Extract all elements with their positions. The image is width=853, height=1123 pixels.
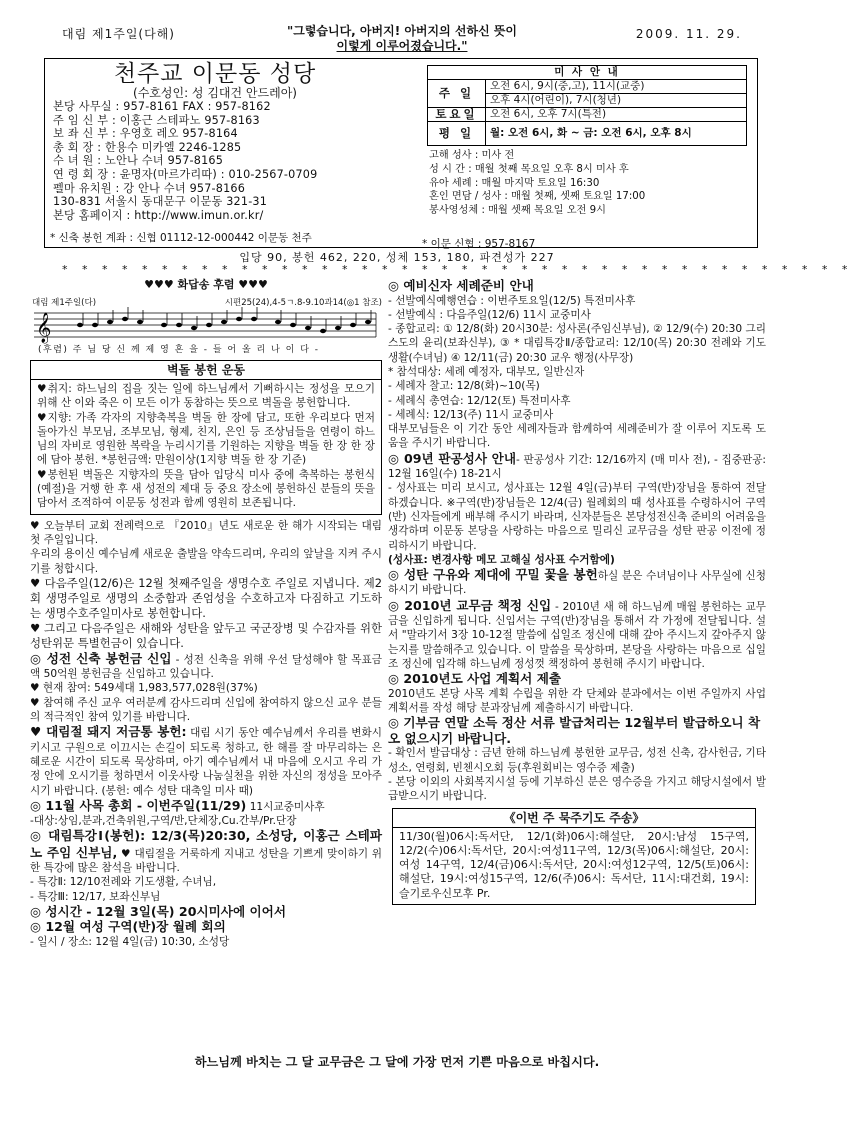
note-head: [236, 317, 242, 321]
notice: - 본당 이외의 사회복지시설 등에 기부하신 분은 영수증을 가지고 해당시설에서 발급받으시기 바랍니다.: [388, 775, 766, 803]
note-head: [122, 317, 128, 321]
notice: - 특강Ⅲ: 12/17, 보좌신부님: [30, 890, 161, 903]
psalm-title: ♥♥♥ 화답송 후렴 ♥♥♥: [144, 278, 268, 291]
note-head: [251, 317, 257, 321]
notice: 우리의 용이신 예수님께 새로운 출발을 약속드리며, 우리의 앞날을 지켜 주시기를 청합시다.: [30, 548, 382, 575]
note-head: [161, 323, 167, 327]
music-staff: [30, 309, 380, 343]
notice: ♥ 오늘부터 교회 전례력으로 『2010』년도 새로운 한 해가 시작되는 대림 첫 주일입니다.: [30, 519, 382, 546]
notice: - 특강Ⅱ: 12/10전례와 기도생활, 수녀님,: [30, 876, 217, 889]
brick-para: ♥봉헌된 벽돌은 지향자의 뜻을 담아 입당식 미사 중에 축복하는 봉헌식(예절)을 거행 한 후 새 성전의 제대 등 중요 장소에 봉헌하신 분들의 뜻을 담아서 조적하여 이문동 성전과 함께 영원히 보존됩니다.: [37, 468, 375, 510]
note-head: [92, 323, 98, 327]
notice: -대상:상임,분과,건축위원,구역/반,단체장,Cu.간부/Pr.단장: [30, 815, 297, 828]
left-column: [30, 278, 382, 949]
note-head: [191, 326, 197, 330]
note-head: [350, 323, 356, 327]
notice: ◎ 대림특강Ⅰ(봉헌): 12/3(목)20:30, 소성당, 이홍근 스테파노 주임 신부님, ♥ 대림절을 거룩하게 지내고 성탄을 기쁘게 맞이하기 위한 특강에 많은 참석을 바랍니다.: [30, 828, 383, 875]
notice: (성사표: 변경사항 메모 고해실 성사표 수거함에): [388, 553, 615, 566]
sacrament-info: 고해 성사 : 미사 전 성 시 간 : 매월 첫째 목요일 오후 8시 미사 후 유아 세례 : 매월 마지막 토요일 16:30 혼인 면담 / 성사 : 매월 첫째, 셋째 토요일 17:00 봉사영성체 : 매월 셋째 목요일 오전 9시: [429, 150, 646, 217]
notice: ◎ 2010년 교무금 책정 신입 - 2010년 새 해 하느님께 매월 봉헌하는 교무금을 신입하게 됩니다. 신입서는 구역(반)장님을 통해서 각 가정에 전달됩니다. 설서 "말라기서 3장 10-12절 말씀에 십일조 정신에 대해 갚아 주시느지 갚아주지 않는지를 말씀해주고 있습니다. 이 말씀을 묵상하며, 본당을 사랑하는 마음으로 십일조 정신에 입각해 하느님께 정성껏 책정하여 봉헌해 주시기 바랍니다.: [388, 597, 766, 670]
right-column: ◎ 예비신자 세례준비 안내 - 선발예식예행연습 : 이번주토요일(12/5) 특전미사후 - 선발예식 : 다음주일(12/6) 11시 교중미사 - 종합교리: ① 12/8(화) 20시30분: 성사론(주임신부님), ② 12/9(수) 20:30 그리스도의 윤리(보좌신부), ③ * 대림특강Ⅱ/종합교리: 12/10(목) 20:30 전례와 기도생활(수녀님) ④ 12/11(금) 20:30 교우 행정(사무장) * 참석대상: 세례 예정자, 대부모, 일반신자 - 세례자 찰고: 12/8(화)~10(목) - 세례식 총연습: 12/12(토) 특전미사후 - 세례식: 12/13(주) 11시 교중미사 대부모님들은 이 기간 동안 세례자들과 함께하여 세례준비가 잘 이루어 지도록 도움을 주시기 바랍니다. ◎ 09년 판공성사 안내- 판공성사 기간: 12/16까지 (매 미사 전), - 집중판공: 12월 16일(수) 18-21시 - 성사표는 미리 보시고, 성사표는 12월 4일(금)부터 구역(반)장님을 통하여 전달하겠습니다. ※구역(반)장님들은 12/4(금) 월례회의 때 성사표를 수령하시어 구역(반) 신자들에게 배부해 주시기 바라며, 신자분들은 본당성전신축 준비의 어려움을 생각하며 이문동 본당을 사랑하는 마음으로 밀리신 교무금을 성탄 판공 이전에 정리하시기 바랍니다. (성사표: 변경사항 메모 고해실 성사표 수거함에) ◎ 성탄 구유와 제대에 꾸밀 꽃을 봉헌하실 분은 수녀님이나 사무실에 신청하시기 바랍니다. ◎ 2010년 교무금 책정 신입 - 2010년 새 해 하느님께 매월 봉헌하는 교무금을 신입하게 됩니다. 신입서는 구역(반)장님을 통해서 각 가정에 전달됩니다. 설서 "말라기서 3장 10-12절 말씀에 십일조 정신에 대해 갚아 주시느지 갚아주지 않는지를 말씀해주고 있습니다. 이 말씀을 묵상하며, 본당을 사랑하는 마음으로 십일조 정신에 입각해 하느님께 정성껏 책정하여 봉헌해 주시기 바랍니다. ◎ 2010년도 사업 계획서 제출 2010년도 본당 사목 계획 수립을 위한 각 단체와 분과에서는 이번 주일까지 사업 계획서를 작성 해당 분과장님께 제출하시기 바랍니다. ◎ 기부금 연말 소득 정산 서류 발급처리는 12월부터 발급하오니 착오 없으시기 바랍니다. - 확인서 발급대상 : 금년 한해 하느님께 봉헌한 교무금, 성전 신축, 감사헌금, 기타 성소, 연령회, 빈첸시오회 등(후원회비는 영수증 제출) - 본당 이외의 사회복지시설 등에 기부하신 분은 영수증을 가지고 해당시설에서 발급받으시기 바랍니다. 《이번 주 묵주기도 주송》 11/30(월)06시:독서단, 12/1(화)06시:해설단, 20시:남성 15구역, 12/2(수)06시:독서단, 20시:여성11구역, 12/3(목)06시:해설단, 20시: 여성 14구역, 12/4(금)06시:독서단, 20시:여성12구역, 12/5(토)06시:해설단, 19시:여성15구역, 12/6(주)06시: 독서단, 11시:대건회, 19시:슬기로우신모후 Pr.: [388, 278, 766, 905]
brick-para: ♥취지: 하느님의 집을 짓는 일에 하느님께서 기뻐하시는 정성을 모으기 위해 산 이와 죽은 이 모든 이가 동참하는 뜻으로 벽돌을 봉헌합니다.: [37, 383, 375, 410]
staff-line: 수 녀 원 : 노안나 수녀 957-8165: [53, 154, 224, 168]
mass-table: [427, 65, 747, 146]
parish-title: 천주교 이문동 성당: [113, 61, 317, 87]
note-head: [221, 320, 227, 324]
staff-line: 펠마 유치원 : 강 안나 수녀 957-8166: [53, 181, 246, 195]
mass-key: 주 일: [428, 80, 486, 108]
note-head: [107, 320, 113, 324]
brick-campaign-box: [30, 360, 382, 515]
staff-line: 130-831 서울시 동대문구 이문동 321-31: [53, 195, 268, 209]
note-head: [206, 323, 212, 327]
note-head: [137, 320, 143, 324]
staff-line: 연 령 회 장 : 윤명자(마르가리따) : 010-2567-0709: [53, 167, 318, 181]
patron-saint: (수호성인: 성 김대건 안드레아): [133, 86, 297, 100]
svg-text:𝄞: 𝄞: [36, 313, 52, 343]
rosary-title: 《이번 주 묵주기도 주송》: [393, 809, 755, 828]
homepage-link[interactable]: 본당 홈페이지 : http://www.imun.or.kr/: [53, 208, 264, 222]
mass-schedule: [427, 65, 747, 218]
note-head: [290, 323, 296, 327]
donation-account: * 신축 봉헌 계좌 : 신협 01112-12-000442 이문동 천주: [50, 232, 312, 244]
notice: ♥ 그리고 다음주일은 새해와 성탄을 앞두고 국군장병 및 수감자를 위한 성탄위문 특별헌금이 있습니다.: [30, 620, 382, 650]
note-head: [305, 326, 311, 330]
parish-contacts: [45, 59, 385, 247]
mass-time: 월: 오전 6시, 화 ~ 금: 오전 6시, 오후 8시: [486, 122, 747, 146]
notice-heading: ◎ 2010년도 사업 계획서 제출: [388, 671, 562, 687]
notice: - 성사표는 미리 보시고, 성사표는 12월 4일(금)부터 구역(반)장님을 통하여 전달하겠습니다. ※구역(반)장님들은 12/4(금) 월례회의 때 성사표를 수령하시어 구역(반) 신자들에게 배부해 주시기 바라며, 신자분들은 본당성전신축 준비의 어려움을 생각하며 이문동 본당을 사랑하는 마음으로 밀리신 교무금을 성탄 판공 이전에 정리하시기 바랍니다.: [388, 482, 766, 552]
notice: - 일시 / 장소: 12월 4일(금) 10:30, 소성당: [30, 935, 230, 948]
staff-line: 총 회 장 : 한용수 미카엘 2246-1285: [53, 140, 242, 154]
note-head: [77, 323, 83, 327]
staff-line: 주 임 신 부 : 이홍근 스테파노 957-8163: [53, 113, 260, 127]
notice: ◎ 성탄 구유와 제대에 꾸밀 꽃을 봉헌하실 분은 수녀님이나 사무실에 신청하시기 바랍니다.: [388, 567, 766, 597]
psalm-ref: 시편25(24),4-5ㄱ.8-9.10과14(◎1 참조): [224, 298, 382, 308]
mass-key: 토요일: [428, 108, 486, 122]
notice: ♥ 대림절 돼지 저금통 봉헌: 대림 시기 동안 예수님께서 우리를 변화시키시고 구원으로 이끄시는 손길이 되도록 청하고, 한 해를 잘 마무리하는 은혜로운 시간이 되도록 묵상하며, 아기 예수님께서 내 마음에 오시고 우리 가정 안에 오시기를 청하면서 이웃사랑 나눔실천을 위한 자신의 정성을 모아주시기 바랍니다. (봉헌: 예수 성탄 대축일 미사 때): [30, 724, 382, 797]
brick-para: ♥지향: 가족 각자의 지향축복을 벽돌 한 장에 담고, 또한 우리보다 먼저 돌아가신 부모님, 조부모님, 형제, 친지, 은인 등 조상님들을 연령이 하느님의 자비로 영원한 복락을 누리시기를 기원하는 지향을 벽돌 한 장 한 장에 담아 봉헌. *봉헌금액: 만원이상(1지향 벽돌 한 장 기준): [37, 411, 375, 467]
psalm-cite: 대림 제1주일(다): [32, 298, 97, 308]
note-head: [275, 320, 281, 324]
notice-heading: ◎ 예비신자 세례준비 안내: [388, 278, 534, 293]
note-head: [365, 320, 371, 324]
issue-date: 2009. 11. 29.: [635, 27, 742, 41]
notice: ♥ 참여해 주신 교우 여러분께 감사드리며 신입에 참여하지 않으신 교우 분들의 적극적인 참여 있기를 바랍니다.: [30, 696, 382, 724]
credit-union-phone: * 이문 신협 : 957-8167: [422, 238, 536, 250]
mass-time: 오전 6시, 오후 7시(특전): [486, 108, 747, 122]
brick-title: 벽돌 봉헌 운동: [31, 361, 381, 380]
notice: ◎ 11월 사목 총회 - 이번주일(11/29) 11시교중미사후: [30, 797, 325, 813]
hymn-numbers: 입당 90, 봉헌 462, 220, 성체 153, 180, 파견성가 227: [239, 251, 555, 264]
notice-heading: ◎ 12월 여성 구역(반)장 월례 회의: [30, 919, 226, 935]
notice: ♥ 다음주일(12/6)은 12월 첫째주일을 생명수호 주일로 지냅니다. 제2회 생명주일로 생명의 소중함과 존엄성을 수호하고자 다짐하고 기도하는 생명수호주일미사로 봉헌합니다.: [30, 575, 382, 620]
divider-stars: * * * * * * * * * * * * * * * * * * * * * * * * * * * * * * * * * * * * * * * *: [62, 263, 853, 276]
staff-line: 보 좌 신 부 : 우영호 레오 957-8164: [53, 127, 238, 141]
mass-time: 오전 6시, 9시(중,고), 11시(교중): [486, 80, 747, 94]
mass-key: 평 일: [428, 122, 486, 146]
notice: ◎ 09년 판공성사 안내- 판공성사 기간: 12/16까지 (매 미사 전), - 집중판공: 12월 16일(수) 18-21시: [388, 450, 767, 481]
notice: - 확인서 발급대상 : 금년 한해 하느님께 봉헌한 교무금, 성전 신축, 감사헌금, 기타 성소, 연령회, 빈첸시오회 등(후원회비는 영수증 제출): [388, 747, 766, 774]
note-head: [320, 329, 326, 333]
note-head: [176, 323, 182, 327]
notice: ♥ 현재 참여: 549세대 1,983,577,028원(37%): [30, 682, 258, 695]
footer-slogan: 하느님께 바치는 그 달 교무금은 그 달에 가장 먼저 기쁜 마음으로 바칩시다.: [194, 1055, 600, 1069]
notice-heading: ◎ 성시간 - 12월 3일(목) 20시미사에 이어서: [30, 903, 286, 919]
liturgical-week: 대림 제1주일(다해): [62, 27, 175, 41]
note-head: [335, 326, 341, 330]
parish-info-box: [44, 58, 758, 248]
staff-line: 본당 사무실 : 957-8161 FAX : 957-8162: [53, 100, 271, 113]
notice-heading: ◎ 기부금 연말 소득 정산 서류 발급처리는 12월부터 발급하오니 착오 없으시기 바랍니다.: [388, 715, 761, 746]
header-quote: "그렇습니다, 아버지! 아버지의 선하신 뜻이 이렇게 이루어졌습니다.": [286, 24, 518, 53]
notice: 2010년도 본당 사목 계획 수립을 위한 각 단체와 분과에서는 이번 주일까지 사업 계획서를 작성 해당 분과장님께 제출하시기 바랍니다.: [388, 687, 766, 715]
rosary-schedule: 11/30(월)06시:독서단, 12/1(화)06시:해설단, 20시:남성 15구역, 12/2(수)06시:독서단, 20시:여성11구역, 12/3(목)06시:해설단, 20시: 여성 14구역, 12/4(금)06시:독서단, 20시:여성12구역, 12/5(토)06시:해설단, 19시:여성15구역, 12/6(주)06시: 독서단, 11시:대건회, 19시:슬기로우신모후 Pr.: [399, 829, 749, 900]
psalm-lyrics: (후렴) 주 님 당 신 께 제 영 혼 을 - 들 어 올 리 나 이 다 -: [38, 345, 320, 355]
notice: ◎ 성전 신축 봉헌금 신입 - 성전 신축을 위해 우선 달성해야 할 목표금액 50억원 봉헌금을 신입하고 있습니다.: [30, 650, 382, 681]
page-header: [62, 24, 742, 62]
rosary-box: [392, 808, 756, 905]
mass-title: 미 사 안 내: [428, 66, 747, 80]
responsorial-psalm: [30, 278, 382, 358]
mass-time: 오후 4시(어린이), 7시(청년): [486, 94, 747, 108]
